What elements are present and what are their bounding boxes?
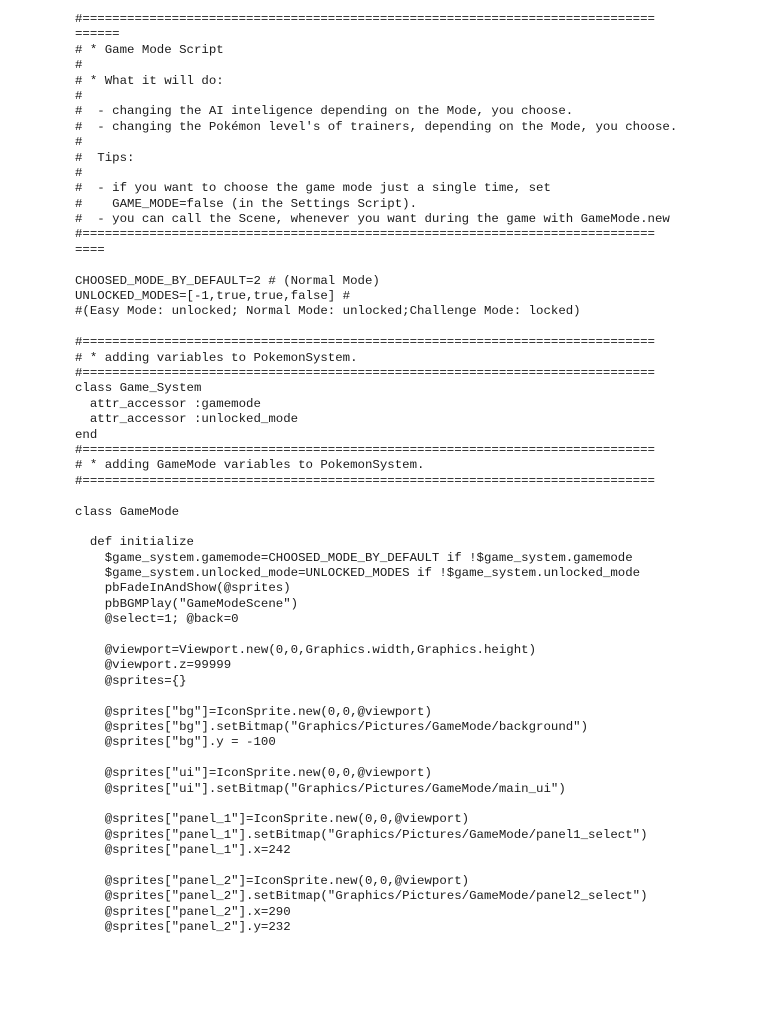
code-line: ==== — [75, 242, 105, 257]
code-line — [75, 320, 755, 335]
code-line: @sprites["panel_2"]=IconSprite.new(0,0,@viewport) — [75, 873, 470, 888]
code-line: @sprites["bg"]=IconSprite.new(0,0,@viewport) — [75, 704, 432, 719]
code-line: # — [75, 165, 83, 180]
code-line: @sprites["panel_1"].x=242 — [75, 843, 291, 858]
code-line: @sprites["panel_2"].setBitmap("Graphics/Pictures/GameMode/panel2_select") — [75, 889, 648, 904]
code-line — [75, 858, 755, 873]
code-line: @sprites["ui"]=IconSprite.new(0,0,@viewport) — [75, 766, 432, 781]
code-line: UNLOCKED_MODES=[-1,true,true,false] # — [75, 289, 351, 304]
code-line: # — [75, 135, 83, 150]
code-line — [75, 797, 755, 812]
code-line: #============================================================================= — [75, 227, 655, 242]
code-line: $game_system.gamemode=CHOOSED_MODE_BY_DEFAULT if !$game_system.gamemode — [75, 550, 633, 565]
code-line: # - if you want to choose the game mode just a single time, set — [75, 181, 551, 196]
code-line: # * adding variables to PokemonSystem. — [75, 350, 358, 365]
code-line: class GameMode — [75, 504, 180, 519]
code-line: # * Game Mode Script — [75, 42, 224, 57]
code-line: @viewport=Viewport.new(0,0,Graphics.width,Graphics.height) — [75, 643, 537, 658]
code-line: #============================================================================= — [75, 335, 655, 350]
code-line: #============================================================================= — [75, 473, 655, 488]
code-line: # Tips: — [75, 150, 135, 165]
code-line: pbBGMPlay("GameModeScene") — [75, 596, 299, 611]
code-line: @select=1; @back=0 — [75, 612, 239, 627]
code-line: @viewport.z=99999 — [75, 658, 232, 673]
code-line — [75, 628, 755, 643]
code-line: @sprites["panel_2"].x=290 — [75, 904, 291, 919]
code-line: @sprites["panel_1"].setBitmap("Graphics/Pictures/GameMode/panel1_select") — [75, 827, 648, 842]
code-line — [75, 751, 755, 766]
code-line: CHOOSED_MODE_BY_DEFAULT=2 # (Normal Mode) — [75, 273, 380, 288]
code-line: end — [75, 427, 98, 442]
code-line: # — [75, 58, 83, 73]
code-listing — [75, 12, 755, 935]
code-line: #============================================================================= — [75, 442, 655, 457]
code-line: attr_accessor :unlocked_mode — [75, 412, 299, 427]
code-line: class Game_System — [75, 381, 202, 396]
code-line: # - changing the AI inteligence depending on the Mode, you choose. — [75, 104, 574, 119]
code-line: #(Easy Mode: unlocked; Normal Mode: unlocked;Challenge Mode: locked) — [75, 304, 581, 319]
code-line: # * adding GameMode variables to PokemonSystem. — [75, 458, 425, 473]
code-line: @sprites["panel_1"]=IconSprite.new(0,0,@viewport) — [75, 812, 470, 827]
code-line — [75, 689, 755, 704]
code-line: @sprites["panel_2"].y=232 — [75, 920, 291, 935]
code-line: #============================================================================= — [75, 365, 655, 380]
code-line — [75, 489, 755, 504]
code-line: #============================================================================= — [75, 12, 655, 26]
code-line: def initialize — [75, 535, 194, 550]
code-line: pbFadeInAndShow(@sprites) — [75, 581, 291, 596]
code-line — [75, 520, 755, 535]
code-line: # * What it will do: — [75, 73, 224, 88]
code-line: $game_system.unlocked_mode=UNLOCKED_MODES if !$game_system.unlocked_mode — [75, 566, 641, 581]
code-line: @sprites["ui"].setBitmap("Graphics/Pictures/GameMode/main_ui") — [75, 781, 566, 796]
code-line: @sprites["bg"].setBitmap("Graphics/Pictures/GameMode/background") — [75, 719, 589, 734]
code-line — [75, 258, 755, 273]
code-line: # - changing the Pokémon level's of trainers, depending on the Mode, you choose. — [75, 119, 678, 134]
code-line: # GAME_MODE=false (in the Settings Script). — [75, 196, 418, 211]
code-line: attr_accessor :gamemode — [75, 396, 261, 411]
code-line: ====== — [75, 27, 120, 42]
code-line: # - you can call the Scene, whenever you want during the game with GameMode.new — [75, 212, 670, 227]
code-line: @sprites={} — [75, 673, 187, 688]
code-line: # — [75, 88, 83, 103]
code-line: @sprites["bg"].y = -100 — [75, 735, 276, 750]
